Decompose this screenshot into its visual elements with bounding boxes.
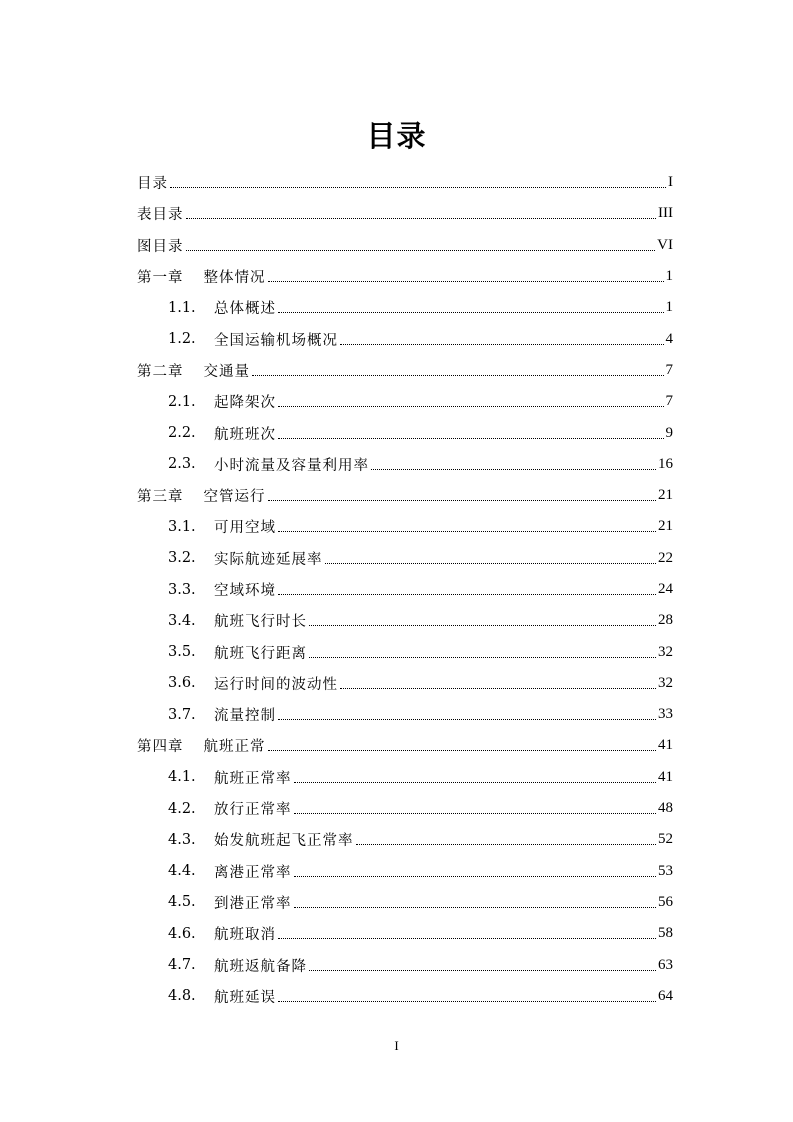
- entry-title: 航班延误: [214, 989, 276, 1006]
- toc-section-entry[interactable]: [137, 949, 673, 980]
- dot-leader: [170, 187, 666, 188]
- page-number: I: [394, 1038, 399, 1053]
- section-number: 4.2.: [168, 800, 196, 817]
- section-number: 3.6.: [168, 675, 196, 692]
- dot-leader: [268, 500, 657, 501]
- dot-leader: [278, 719, 656, 720]
- entry-page-number: 22: [658, 549, 673, 566]
- entry-title: 始发航班起飞正常率: [214, 833, 354, 850]
- dot-leader: [278, 1001, 656, 1002]
- dot-leader: [252, 375, 664, 376]
- page-title: 目录: [366, 119, 427, 153]
- chapter-number: 第四章: [137, 739, 184, 756]
- dot-leader: [278, 938, 656, 939]
- toc-section-entry[interactable]: [137, 793, 673, 824]
- toc-chapter-entry[interactable]: [137, 730, 673, 761]
- entry-page-number: 53: [658, 862, 673, 879]
- entry-page-number: 24: [658, 581, 673, 597]
- section-number: 2.2.: [168, 425, 196, 442]
- entry-page-number: 41: [658, 768, 673, 785]
- chapter-number: 第一章: [137, 270, 184, 287]
- dot-leader: [325, 563, 657, 564]
- entry-page-number: 58: [658, 925, 673, 942]
- toc-section-entry[interactable]: [137, 386, 673, 417]
- entry-page-number: 7: [665, 361, 673, 378]
- section-number: 4.3.: [168, 831, 196, 848]
- entry-page-number: 32: [658, 643, 673, 660]
- section-number: 2.1.: [168, 393, 196, 410]
- toc-section-entry[interactable]: [137, 292, 673, 323]
- section-number: 3.4.: [168, 612, 196, 629]
- entry-title: 整体情况: [203, 270, 266, 287]
- dot-leader: [268, 750, 657, 751]
- entry-title: 小时流量及容量利用率: [214, 457, 369, 474]
- section-number: 3.1.: [168, 518, 196, 535]
- toc-section-entry[interactable]: [137, 636, 673, 667]
- entry-page-number: 21: [658, 518, 673, 535]
- entry-page-number: 1: [665, 299, 673, 316]
- entry-page-number: 1: [665, 268, 673, 285]
- toc-chapter-entry[interactable]: [137, 480, 673, 511]
- entry-page-number: 52: [658, 831, 673, 848]
- section-number: 4.1.: [168, 769, 196, 786]
- dot-leader: [309, 625, 656, 626]
- dot-leader: [294, 813, 657, 814]
- section-number: 1.2.: [168, 331, 196, 348]
- entry-page-number: I: [668, 174, 673, 191]
- dot-leader: [340, 688, 656, 689]
- toc-section-entry[interactable]: [137, 323, 673, 354]
- entry-title: 航班返航备降: [214, 958, 307, 975]
- dot-leader: [309, 657, 656, 658]
- entry-title: 航班取消: [214, 927, 276, 944]
- entry-title: 航班班次: [214, 426, 276, 443]
- entry-title: 实际航迹延展率: [214, 551, 323, 568]
- dot-leader: [278, 406, 664, 407]
- chapter-number: 第三章: [137, 489, 184, 506]
- dot-leader: [340, 344, 664, 345]
- dot-leader: [294, 782, 657, 783]
- toc-section-entry[interactable]: [137, 887, 673, 918]
- entry-page-number: 32: [658, 674, 673, 691]
- toc-section-entry[interactable]: [137, 668, 673, 699]
- section-number: 3.7.: [168, 706, 196, 723]
- toc-chapter-entry[interactable]: [137, 230, 673, 261]
- toc-section-entry[interactable]: [137, 762, 673, 793]
- entry-page-number: 33: [658, 706, 673, 723]
- dot-leader: [278, 594, 656, 595]
- entry-title: 流量控制: [214, 708, 276, 725]
- toc-chapter-entry[interactable]: [137, 261, 673, 292]
- entry-page-number: VI: [657, 236, 673, 253]
- entry-title: 全国运输机场概况: [214, 332, 338, 349]
- entry-title: 离港正常率: [214, 864, 292, 881]
- dot-leader: [186, 218, 657, 219]
- toc-section-entry[interactable]: [137, 981, 673, 1012]
- entry-title: 交通量: [203, 363, 250, 380]
- section-number: 4.4.: [168, 863, 196, 880]
- entry-page-number: 16: [658, 455, 673, 472]
- entry-title: 航班正常: [203, 739, 266, 756]
- toc-chapter-entry[interactable]: [137, 167, 673, 198]
- entry-page-number: 28: [658, 612, 673, 629]
- section-number: 1.1.: [168, 299, 196, 316]
- toc-section-entry[interactable]: [137, 918, 673, 949]
- entry-page-number: 7: [665, 393, 673, 410]
- entry-title: 起降架次: [214, 395, 276, 412]
- section-number: 4.6.: [168, 925, 196, 942]
- entry-title: 总体概述: [214, 301, 276, 318]
- entry-title: 可用空域: [214, 520, 276, 537]
- entry-title: 航班飞行时长: [214, 614, 307, 631]
- entry-page-number: 48: [658, 800, 673, 817]
- section-number: 3.5.: [168, 644, 196, 661]
- entry-page-number: 56: [658, 893, 673, 910]
- dot-leader: [268, 281, 664, 282]
- toc-section-entry[interactable]: [137, 574, 673, 605]
- entry-page-number: 21: [658, 487, 673, 504]
- toc-section-entry[interactable]: [137, 699, 673, 730]
- toc-section-entry[interactable]: [137, 511, 673, 542]
- entry-page-number: 64: [658, 987, 673, 1004]
- entry-title: 到港正常率: [214, 895, 292, 912]
- toc-chapter-entry[interactable]: [137, 198, 673, 229]
- section-number: 4.5.: [168, 894, 196, 911]
- entry-page-number: 9: [665, 424, 673, 441]
- entry-title: 目录: [137, 176, 168, 193]
- dot-leader: [278, 438, 664, 439]
- toc-section-entry[interactable]: [137, 824, 673, 855]
- entry-page-number: 63: [658, 956, 673, 973]
- toc-section-entry[interactable]: [137, 856, 673, 887]
- dot-leader: [356, 844, 657, 845]
- entry-title: 航班正常率: [214, 770, 292, 787]
- table-of-contents: [137, 167, 673, 1012]
- toc-chapter-entry[interactable]: [137, 355, 673, 386]
- toc-section-entry[interactable]: [137, 449, 673, 480]
- section-number: 3.2.: [168, 550, 196, 567]
- entry-title: 航班飞行距离: [214, 645, 307, 662]
- entry-title: 图目录: [137, 238, 184, 255]
- entry-title: 空域环境: [214, 583, 276, 599]
- section-number: 4.7.: [168, 957, 196, 974]
- dot-leader: [294, 907, 657, 908]
- toc-section-entry[interactable]: [137, 543, 673, 574]
- dot-leader: [278, 531, 656, 532]
- section-number: 2.3.: [168, 456, 196, 473]
- entry-title: 表目录: [137, 207, 184, 224]
- dot-leader: [186, 250, 656, 251]
- section-number: 3.3.: [168, 581, 196, 598]
- toc-section-entry[interactable]: [137, 605, 673, 636]
- entry-page-number: 4: [665, 330, 673, 347]
- entry-page-number: 41: [658, 737, 673, 754]
- dot-leader: [294, 876, 657, 877]
- entry-title: 运行时间的波动性: [214, 676, 338, 693]
- dot-leader: [278, 312, 664, 313]
- section-number: 4.8.: [168, 988, 196, 1005]
- toc-section-entry[interactable]: [137, 417, 673, 448]
- dot-leader: [309, 970, 656, 971]
- chapter-number: 第二章: [137, 363, 184, 380]
- entry-title: 放行正常率: [214, 802, 292, 819]
- entry-title: 空管运行: [203, 489, 266, 506]
- entry-page-number: III: [658, 205, 673, 222]
- dot-leader: [371, 469, 656, 470]
